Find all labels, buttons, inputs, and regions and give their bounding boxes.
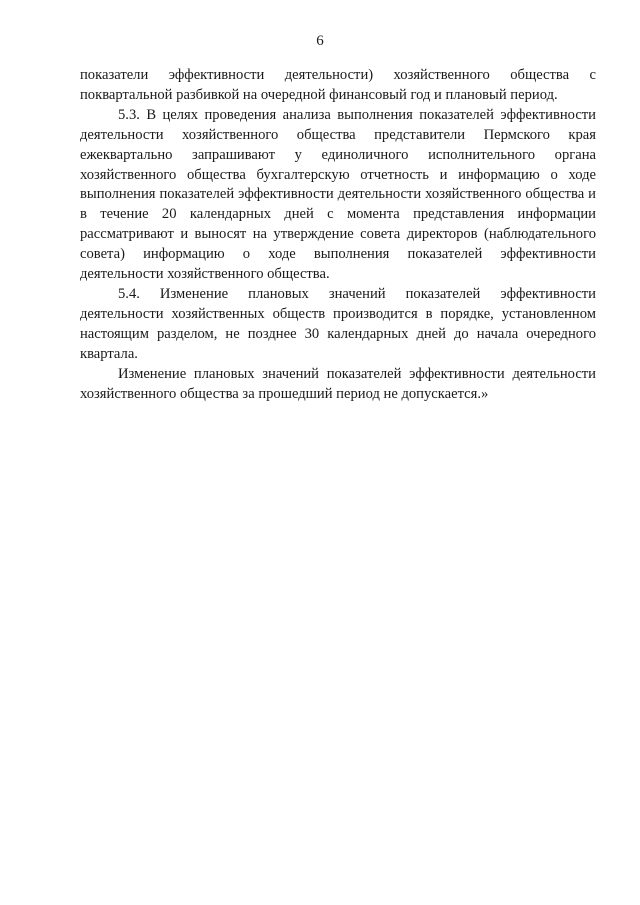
page-number: 6 bbox=[316, 33, 324, 49]
paragraph-continuation: показатели эффективности деятельности) хозяйственного общества с поквартальной разбивкой на очередной финансовый год и плановый период. bbox=[80, 67, 596, 103]
document-body bbox=[80, 66, 596, 404]
paragraph-5-4: 5.4. Изменение плановых значений показателей эффективности деятельности хозяйственных обществ производится в порядке, установленном настоящим разделом, не позднее 30 календарных дней до начала очередного квартала. bbox=[80, 285, 596, 362]
paragraph-5-3: 5.3. В целях проведения анализа выполнения показателей эффективности деятельности хозяйственного общества представители Пермского края ежеквартально запрашивают у единоличного исполнительного органа хозяйственного общества бухгалтерскую отчетность и информацию о ходе выполнения показателей эффективности деятельности хозяйственного общества и в течение 20 календарных дней с момента представления информации рассматривают и выносят на утверждение совета директоров (наблюдательного совета) информацию о ходе выполнения показателей эффективности деятельности хозяйственного общества. bbox=[80, 106, 596, 283]
paragraph-closing: Изменение плановых значений показателей эффективности деятельности хозяйственного общества за прошедший период не допускается.» bbox=[80, 365, 596, 402]
